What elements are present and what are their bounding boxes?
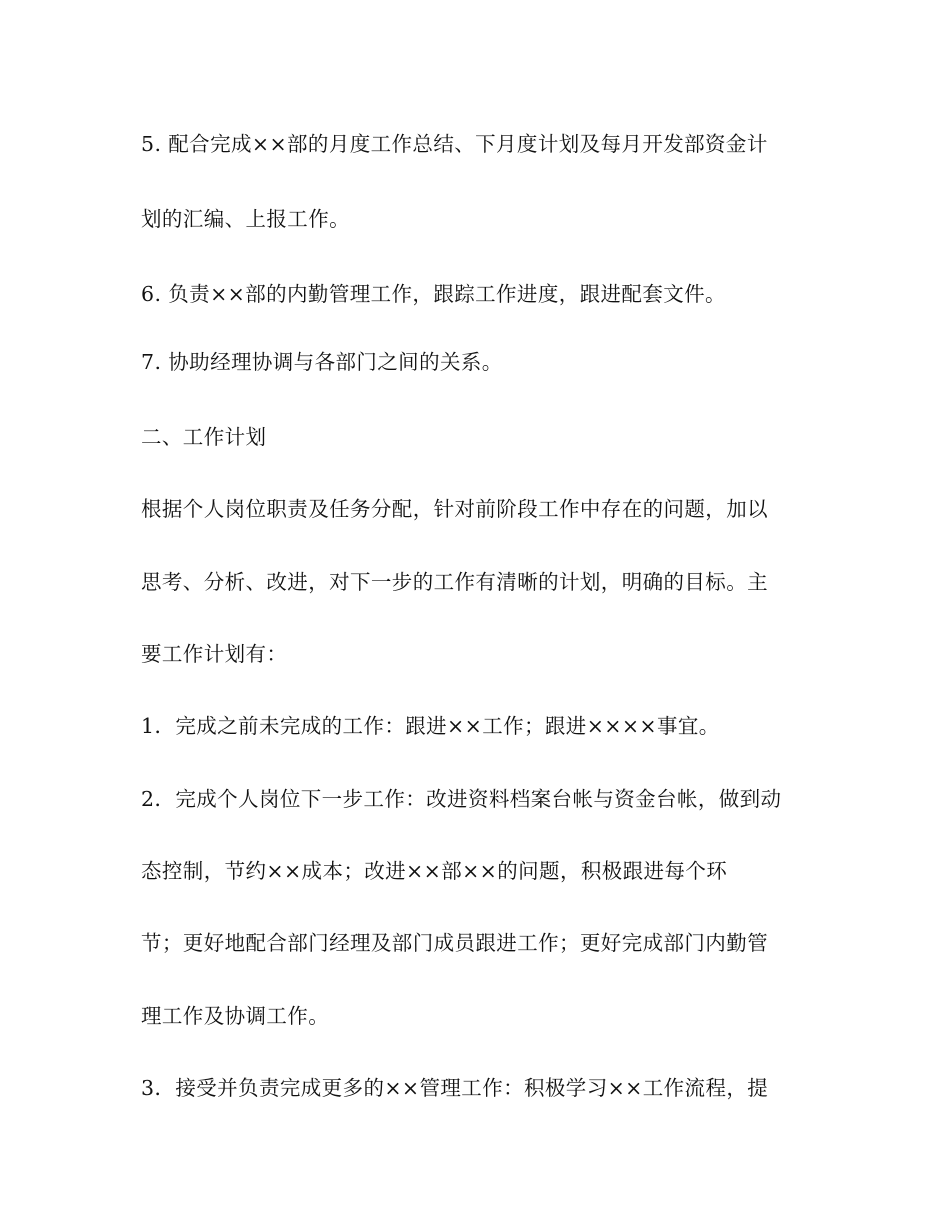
text-line: 理工作及协调工作。 <box>141 1004 330 1028</box>
text-line: 节；更好地配合部门经理及部门成员跟进工作；更好完成部门内勤管 <box>141 931 768 955</box>
text-line: 7. 协助经理协调与各部门之间的关系。 <box>141 350 503 374</box>
list-item: 1．完成之前未完成的工作：跟进××工作；跟进××××事宜。 <box>141 714 720 738</box>
section-heading: 二、工作计划 <box>141 425 267 449</box>
text-line: 划的汇编、上报工作。 <box>141 207 350 231</box>
text-line: 要工作计划有： <box>141 642 288 666</box>
list-item: 2．完成个人岗位下一步工作：改进资料档案台帐与资金台帐，做到动 <box>141 787 782 811</box>
text-line: 根据个人岗位职责及任务分配，针对前阶段工作中存在的问题，加以 <box>141 497 768 521</box>
list-item: 3．接受并负责完成更多的××管理工作：积极学习××工作流程，提 <box>141 1076 769 1100</box>
text-line: 思考、分析、改进，对下一步的工作有清晰的计划，明确的目标。主 <box>141 570 768 594</box>
text-line: 态控制，节约××成本；改进××部××的问题，积极跟进每个环 <box>141 859 728 883</box>
text-line: 6. 负责××部的内勤管理工作，跟踪工作进度，跟进配套文件。 <box>141 282 726 306</box>
text-line: 5. 配合完成××部的月度工作总结、下月度计划及每月开发部资金计 <box>141 132 768 156</box>
